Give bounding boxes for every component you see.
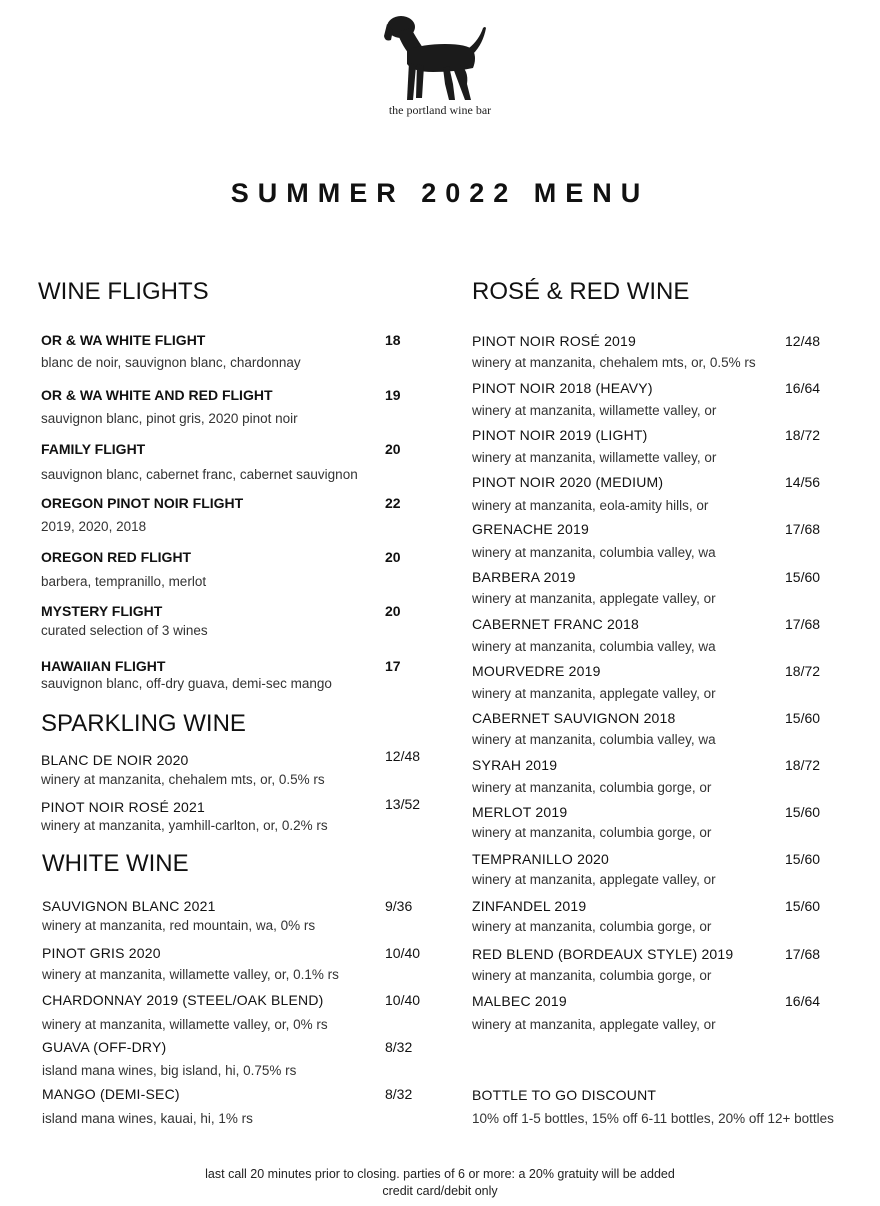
section-title-white: WHITE WINE	[42, 850, 189, 877]
wine-name: BARBERA 2019	[472, 569, 576, 585]
wine-name: CABERNET SAUVIGNON 2018	[472, 710, 676, 726]
dog-logo-icon	[383, 14, 487, 104]
wine-price: 12/48	[785, 333, 821, 349]
wine-name: GRENACHE 2019	[472, 521, 589, 537]
flight-desc: sauvignon blanc, pinot gris, 2020 pinot noir	[41, 411, 298, 426]
wine-price: 16/64	[785, 993, 821, 1009]
wine-price: 16/64	[785, 380, 821, 396]
flight-name: OR & WA WHITE AND RED FLIGHT	[41, 387, 273, 403]
wine-price: 8/32	[385, 1086, 413, 1102]
wine-price: 10/40	[385, 992, 421, 1008]
flight-price: 19	[385, 387, 401, 403]
wine-name: GUAVA (OFF-DRY)	[42, 1039, 167, 1055]
flight-name: OR & WA WHITE FLIGHT	[41, 332, 206, 348]
wine-price: 18/72	[785, 757, 821, 773]
discount-title: BOTTLE TO GO DISCOUNT	[472, 1087, 657, 1103]
flight-desc: sauvignon blanc, cabernet franc, cabernet sauvignon	[41, 467, 358, 482]
flight-name: HAWAIIAN FLIGHT	[41, 658, 166, 674]
flight-price: 18	[385, 332, 401, 348]
wine-desc: winery at manzanita, columbia gorge, or	[472, 825, 712, 840]
flight-price: 22	[385, 495, 401, 511]
wine-name: MERLOT 2019	[472, 804, 568, 820]
wine-name: SAUVIGNON BLANC 2021	[42, 898, 216, 914]
wine-desc: island mana wines, big island, hi, 0.75% rs	[42, 1063, 297, 1078]
wine-name: PINOT GRIS 2020	[42, 945, 161, 961]
wine-desc: winery at manzanita, willamette valley, or	[472, 403, 717, 418]
wine-desc: winery at manzanita, columbia gorge, or	[472, 780, 712, 795]
wine-name: PINOT NOIR ROSÉ 2021	[41, 799, 206, 815]
wine-price: 15/60	[785, 898, 821, 914]
wine-name: CABERNET FRANC 2018	[472, 616, 639, 632]
wine-name: PINOT NOIR 2018 (HEAVY)	[472, 380, 653, 396]
wine-desc: winery at manzanita, applegate valley, or	[472, 686, 716, 701]
wine-desc: winery at manzanita, applegate valley, or	[472, 591, 716, 606]
wine-price: 15/60	[785, 569, 821, 585]
wine-name: PINOT NOIR 2020 (MEDIUM)	[472, 474, 664, 490]
wine-price: 17/68	[785, 616, 821, 632]
section-title-sparkling: SPARKLING WINE	[41, 710, 246, 737]
wine-desc: winery at manzanita, eola-amity hills, or	[472, 498, 709, 513]
flight-name: FAMILY FLIGHT	[41, 441, 146, 457]
wine-price: 14/56	[785, 474, 821, 490]
wine-desc: winery at manzanita, columbia valley, wa	[472, 732, 716, 747]
flight-name: OREGON PINOT NOIR FLIGHT	[41, 495, 244, 511]
wine-price: 8/32	[385, 1039, 413, 1055]
footer-line-2: credit card/debit only	[382, 1184, 498, 1198]
wine-price: 17/68	[785, 521, 821, 537]
section-title-wine-flights: WINE FLIGHTS	[38, 278, 209, 305]
wine-name: BLANC DE NOIR 2020	[41, 752, 189, 768]
wine-price: 18/72	[785, 427, 821, 443]
wine-price: 15/60	[785, 851, 821, 867]
wine-name: PINOT NOIR ROSÉ 2019	[472, 333, 637, 349]
wine-desc: winery at manzanita, yamhill-carlton, or, 0.2% rs	[41, 818, 328, 833]
flight-price: 20	[385, 603, 401, 619]
flight-price: 20	[385, 549, 401, 565]
flight-name: MYSTERY FLIGHT	[41, 603, 163, 619]
flight-desc: blanc de noir, sauvignon blanc, chardonnay	[41, 355, 301, 370]
wine-price: 10/40	[385, 945, 421, 961]
brand-name: the portland wine bar	[388, 103, 492, 117]
wine-desc: winery at manzanita, red mountain, wa, 0% rs	[42, 918, 316, 933]
footer	[0, 1166, 880, 1200]
wine-name: SYRAH 2019	[472, 757, 558, 773]
wine-desc: winery at manzanita, columbia valley, wa	[472, 639, 716, 654]
section-title-red: ROSÉ & RED WINE	[472, 278, 690, 305]
discount-desc: 10% off 1-5 bottles, 15% off 6-11 bottles, 20% off 12+ bottles	[472, 1111, 834, 1126]
wine-name: RED BLEND (BORDEAUX STYLE) 2019	[472, 946, 734, 962]
wine-desc: island mana wines, kauai, hi, 1% rs	[42, 1111, 253, 1126]
flight-desc: curated selection of 3 wines	[41, 623, 208, 638]
flight-desc: barbera, tempranillo, merlot	[41, 574, 207, 589]
wine-desc: winery at manzanita, columbia valley, wa	[472, 545, 716, 560]
wine-desc: winery at manzanita, willamette valley, or	[472, 450, 717, 465]
wine-name: ZINFANDEL 2019	[472, 898, 587, 914]
wine-desc: winery at manzanita, willamette valley, or, 0% rs	[42, 1017, 328, 1032]
wine-price: 13/52	[385, 796, 421, 812]
wine-price: 12/48	[385, 748, 421, 764]
wine-name: PINOT NOIR 2019 (LIGHT)	[472, 427, 648, 443]
flight-desc: sauvignon blanc, off-dry guava, demi-sec mango	[41, 676, 332, 691]
wine-desc: winery at manzanita, columbia gorge, or	[472, 919, 712, 934]
wine-name: MOURVEDRE 2019	[472, 663, 601, 679]
menu-title: SUMMER 2022 MENU	[230, 178, 650, 208]
wine-name: MALBEC 2019	[472, 993, 567, 1009]
wine-name: CHARDONNAY 2019 (STEEL/OAK BLEND)	[42, 992, 324, 1008]
flight-desc: 2019, 2020, 2018	[41, 519, 147, 534]
wine-desc: winery at manzanita, applegate valley, or	[472, 872, 716, 887]
flight-name: OREGON RED FLIGHT	[41, 549, 192, 565]
wine-name: MANGO (DEMI-SEC)	[42, 1086, 180, 1102]
wine-price: 18/72	[785, 663, 821, 679]
wine-desc: winery at manzanita, willamette valley, or, 0.1% rs	[42, 967, 339, 982]
flight-price: 20	[385, 441, 401, 457]
wine-price: 15/60	[785, 804, 821, 820]
wine-desc: winery at manzanita, applegate valley, or	[472, 1017, 716, 1032]
wine-name: TEMPRANILLO 2020	[472, 851, 610, 867]
wine-price: 9/36	[385, 898, 413, 914]
wine-desc: winery at manzanita, chehalem mts, or, 0.5% rs	[472, 355, 756, 370]
flight-price: 17	[385, 658, 401, 674]
wine-price: 15/60	[785, 710, 821, 726]
wine-desc: winery at manzanita, columbia gorge, or	[472, 968, 712, 983]
wine-desc: winery at manzanita, chehalem mts, or, 0.5% rs	[41, 772, 325, 787]
wine-price: 17/68	[785, 946, 821, 962]
footer-line-1: last call 20 minutes prior to closing. parties of 6 or more: a 20% gratuity will be added	[205, 1167, 675, 1181]
